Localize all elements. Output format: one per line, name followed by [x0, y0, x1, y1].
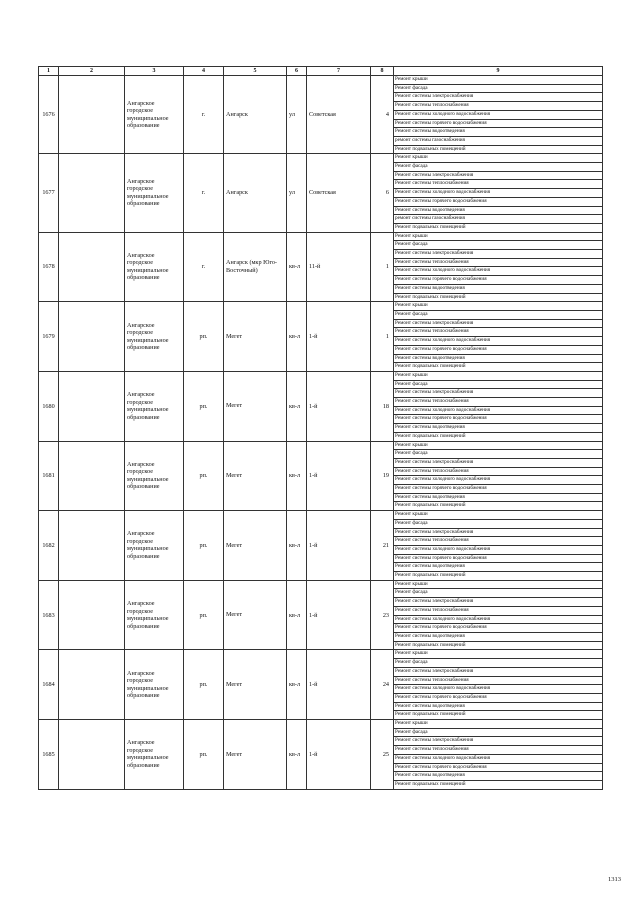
table-row	[39, 720, 603, 729]
municipality: Ангарское городское муниципальное образование	[125, 76, 184, 154]
work-item: Ремонт системы горячего водоснабжения	[394, 415, 603, 424]
work-item: ремонт системы газоснабжения	[394, 136, 603, 145]
settlement-name: Мегет	[224, 650, 287, 720]
municipality: Ангарское городское муниципальное образование	[125, 720, 184, 790]
settlement-name: Мегет	[224, 511, 287, 581]
street-name: 1-й	[307, 720, 371, 790]
col-header-6: 6	[287, 67, 307, 76]
row-number: 1678	[39, 232, 59, 302]
empty-cell	[59, 720, 125, 790]
work-item: Ремонт системы холодного водоснабжения	[394, 754, 603, 763]
work-item: Ремонт подвальных помещений	[394, 432, 603, 441]
work-item: Ремонт системы горячего водоснабжения	[394, 763, 603, 772]
street-name: 1-й	[307, 441, 371, 511]
street-type: кв-л	[287, 371, 307, 441]
house-number: 1	[371, 232, 394, 302]
work-item: Ремонт подвальных помещений	[394, 145, 603, 154]
settlement-name: Мегет	[224, 580, 287, 650]
municipality: Ангарское городское муниципальное образование	[125, 302, 184, 372]
table-header	[39, 67, 603, 76]
settlement-type: г.	[184, 76, 224, 154]
work-item: Ремонт подвальных помещений	[394, 363, 603, 372]
document-page	[38, 66, 602, 790]
municipality: Ангарское городское муниципальное образование	[125, 650, 184, 720]
col-header-7: 7	[307, 67, 371, 76]
work-item: Ремонт фасада	[394, 310, 603, 319]
work-item: Ремонт системы водоотведения	[394, 206, 603, 215]
work-item: Ремонт системы холодного водоснабжения	[394, 615, 603, 624]
work-item: Ремонт системы электроснабжения	[394, 250, 603, 259]
work-item: Ремонт системы горячего водоснабжения	[394, 693, 603, 702]
table-row	[39, 441, 603, 450]
work-item: Ремонт системы водоотведения	[394, 772, 603, 781]
work-item: Ремонт системы холодного водоснабжения	[394, 189, 603, 198]
work-item: Ремонт системы теплоснабжения	[394, 606, 603, 615]
work-item: Ремонт подвальных помещений	[394, 502, 603, 511]
street-name: 1-й	[307, 302, 371, 372]
settlement-name: Ангарск (мкр Юго-Восточный)	[224, 232, 287, 302]
work-item: Ремонт фасада	[394, 659, 603, 668]
col-header-4: 4	[184, 67, 224, 76]
work-item: Ремонт системы водоотведения	[394, 493, 603, 502]
work-item: Ремонт системы теплоснабжения	[394, 467, 603, 476]
work-item: Ремонт крыши	[394, 441, 603, 450]
work-item: Ремонт системы электроснабжения	[394, 319, 603, 328]
table-row	[39, 650, 603, 659]
work-item: Ремонт системы горячего водоснабжения	[394, 276, 603, 285]
street-type: кв-л	[287, 650, 307, 720]
work-item: Ремонт системы электроснабжения	[394, 389, 603, 398]
work-item: Ремонт крыши	[394, 154, 603, 163]
work-item: Ремонт системы водоотведения	[394, 563, 603, 572]
work-item: Ремонт системы холодного водоснабжения	[394, 685, 603, 694]
house-number: 24	[371, 650, 394, 720]
work-item: Ремонт системы горячего водоснабжения	[394, 624, 603, 633]
empty-cell	[59, 302, 125, 372]
work-item: Ремонт подвальных помещений	[394, 293, 603, 302]
row-number: 1681	[39, 441, 59, 511]
settlement-type: рп.	[184, 302, 224, 372]
table-row	[39, 302, 603, 311]
work-item: Ремонт системы холодного водоснабжения	[394, 267, 603, 276]
work-item: Ремонт системы теплоснабжения	[394, 537, 603, 546]
work-item: Ремонт крыши	[394, 232, 603, 241]
work-item: Ремонт системы горячего водоснабжения	[394, 485, 603, 494]
work-item: Ремонт фасада	[394, 84, 603, 93]
work-item: Ремонт системы теплоснабжения	[394, 398, 603, 407]
work-item: Ремонт подвальных помещений	[394, 223, 603, 232]
house-number: 23	[371, 580, 394, 650]
street-type: ул	[287, 154, 307, 232]
empty-cell	[59, 580, 125, 650]
row-number: 1677	[39, 154, 59, 232]
empty-cell	[59, 232, 125, 302]
row-number: 1679	[39, 302, 59, 372]
work-item: Ремонт системы водоотведения	[394, 702, 603, 711]
work-item: Ремонт крыши	[394, 720, 603, 729]
street-name: Советская	[307, 154, 371, 232]
row-number: 1676	[39, 76, 59, 154]
settlement-type: рп.	[184, 720, 224, 790]
street-name: 1-й	[307, 650, 371, 720]
settlement-name: Мегет	[224, 441, 287, 511]
empty-cell	[59, 441, 125, 511]
municipality: Ангарское городское муниципальное образование	[125, 511, 184, 581]
work-item: Ремонт системы теплоснабжения	[394, 746, 603, 755]
work-item: Ремонт системы холодного водоснабжения	[394, 406, 603, 415]
work-item: Ремонт системы водоотведения	[394, 354, 603, 363]
work-item: Ремонт системы теплоснабжения	[394, 328, 603, 337]
row-number: 1684	[39, 650, 59, 720]
street-name: Советская	[307, 76, 371, 154]
work-item: Ремонт системы теплоснабжения	[394, 676, 603, 685]
col-header-8: 8	[371, 67, 394, 76]
municipality: Ангарское городское муниципальное образование	[125, 371, 184, 441]
work-item: Ремонт крыши	[394, 76, 603, 85]
work-item: Ремонт крыши	[394, 371, 603, 380]
work-item: Ремонт фасада	[394, 589, 603, 598]
empty-cell	[59, 76, 125, 154]
street-type: кв-л	[287, 720, 307, 790]
street-type: кв-л	[287, 580, 307, 650]
work-item: Ремонт подвальных помещений	[394, 641, 603, 650]
work-item: Ремонт системы водоотведения	[394, 633, 603, 642]
col-header-5: 5	[224, 67, 287, 76]
table-row	[39, 580, 603, 589]
house-number: 19	[371, 441, 394, 511]
house-number: 1	[371, 302, 394, 372]
settlement-type: рп.	[184, 441, 224, 511]
work-item: Ремонт системы электроснабжения	[394, 667, 603, 676]
work-item: Ремонт системы холодного водоснабжения	[394, 110, 603, 119]
col-header-1: 1	[39, 67, 59, 76]
settlement-name: Ангарск	[224, 76, 287, 154]
work-item: Ремонт системы электроснабжения	[394, 737, 603, 746]
municipality: Ангарское городское муниципальное образование	[125, 154, 184, 232]
work-item: Ремонт фасада	[394, 241, 603, 250]
street-name: 11-й	[307, 232, 371, 302]
work-item: Ремонт системы водоотведения	[394, 128, 603, 137]
work-item: Ремонт крыши	[394, 580, 603, 589]
table-body	[39, 76, 603, 790]
work-item: Ремонт системы электроснабжения	[394, 93, 603, 102]
work-item: Ремонт системы холодного водоснабжения	[394, 545, 603, 554]
empty-cell	[59, 371, 125, 441]
municipality: Ангарское городское муниципальное образование	[125, 232, 184, 302]
house-number: 25	[371, 720, 394, 790]
empty-cell	[59, 650, 125, 720]
work-item: Ремонт фасада	[394, 519, 603, 528]
municipality: Ангарское городское муниципальное образование	[125, 441, 184, 511]
work-item: Ремонт системы горячего водоснабжения	[394, 345, 603, 354]
row-number: 1680	[39, 371, 59, 441]
house-number: 6	[371, 154, 394, 232]
street-type: кв-л	[287, 302, 307, 372]
col-header-9: 9	[394, 67, 603, 76]
settlement-name: Мегет	[224, 302, 287, 372]
table-row	[39, 511, 603, 520]
row-number: 1685	[39, 720, 59, 790]
settlement-name: Мегет	[224, 371, 287, 441]
street-type: кв-л	[287, 511, 307, 581]
table-row	[39, 232, 603, 241]
house-number: 21	[371, 511, 394, 581]
settlement-type: рп.	[184, 580, 224, 650]
settlement-type: рп.	[184, 511, 224, 581]
settlement-name: Мегет	[224, 720, 287, 790]
page-number: 1313	[608, 876, 621, 883]
work-item: Ремонт системы теплоснабжения	[394, 102, 603, 111]
work-item: Ремонт системы горячего водоснабжения	[394, 119, 603, 128]
work-item: Ремонт фасада	[394, 163, 603, 172]
work-item: Ремонт системы электроснабжения	[394, 458, 603, 467]
work-item: Ремонт системы водоотведения	[394, 284, 603, 293]
work-item: Ремонт системы теплоснабжения	[394, 180, 603, 189]
repair-table	[38, 66, 603, 790]
work-item: Ремонт системы теплоснабжения	[394, 258, 603, 267]
empty-cell	[59, 154, 125, 232]
work-item: Ремонт фасада	[394, 728, 603, 737]
work-item: Ремонт системы электроснабжения	[394, 598, 603, 607]
street-name: 1-й	[307, 371, 371, 441]
col-header-2: 2	[59, 67, 125, 76]
work-item: Ремонт системы водоотведения	[394, 424, 603, 433]
settlement-type: рп.	[184, 371, 224, 441]
street-type: кв-л	[287, 441, 307, 511]
settlement-type: г.	[184, 232, 224, 302]
work-item: Ремонт фасада	[394, 380, 603, 389]
settlement-name: Ангарск	[224, 154, 287, 232]
table-row	[39, 371, 603, 380]
house-number: 18	[371, 371, 394, 441]
table-row	[39, 76, 603, 85]
street-type: ул	[287, 76, 307, 154]
street-name: 1-й	[307, 580, 371, 650]
work-item: Ремонт крыши	[394, 650, 603, 659]
house-number: 4	[371, 76, 394, 154]
work-item: Ремонт системы электроснабжения	[394, 171, 603, 180]
street-type: кв-л	[287, 232, 307, 302]
row-number: 1683	[39, 580, 59, 650]
street-name: 1-й	[307, 511, 371, 581]
col-header-3: 3	[125, 67, 184, 76]
work-item: Ремонт подвальных помещений	[394, 780, 603, 789]
settlement-type: рп.	[184, 650, 224, 720]
settlement-type: г.	[184, 154, 224, 232]
work-item: Ремонт фасада	[394, 450, 603, 459]
work-item: Ремонт крыши	[394, 511, 603, 520]
municipality: Ангарское городское муниципальное образование	[125, 580, 184, 650]
table-row	[39, 154, 603, 163]
work-item: Ремонт подвальных помещений	[394, 711, 603, 720]
work-item: Ремонт системы электроснабжения	[394, 528, 603, 537]
work-item: Ремонт крыши	[394, 302, 603, 311]
work-item: Ремонт системы горячего водоснабжения	[394, 197, 603, 206]
work-item: Ремонт системы холодного водоснабжения	[394, 476, 603, 485]
work-item: ремонт системы газоснабжения	[394, 215, 603, 224]
work-item: Ремонт системы горячего водоснабжения	[394, 554, 603, 563]
work-item: Ремонт подвальных помещений	[394, 572, 603, 581]
row-number: 1682	[39, 511, 59, 581]
work-item: Ремонт системы холодного водоснабжения	[394, 337, 603, 346]
empty-cell	[59, 511, 125, 581]
